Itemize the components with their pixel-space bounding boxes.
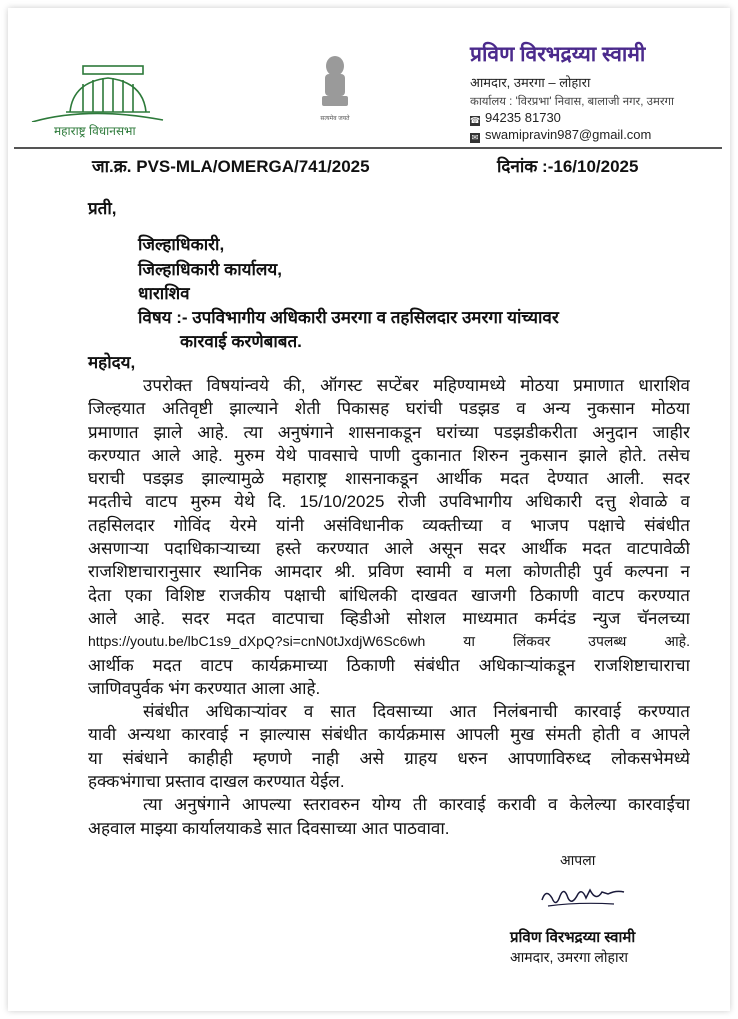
handwritten-signature-icon bbox=[538, 880, 628, 914]
body-line: आले आहे. सदर मदत वाटपाचा व्हिडीओ सोशल माध्यमात कर्मदंड न्युज चॅनलच्या bbox=[88, 608, 690, 628]
phone-icon: ☎ bbox=[470, 116, 480, 125]
body-line: तहसिलदार गोविंद येरमे यांनी असंविधानीक व्यक्तीच्या व भाजप पक्षाचे संबंधीत bbox=[88, 515, 690, 535]
sender-designation: आमदार, उमरगा – लोहारा bbox=[470, 75, 591, 90]
body-line: संबंधीत अधिकाऱ्यांवर व सात दिवसाच्या आत निलंबनाची कारवाई करण्यात bbox=[143, 702, 690, 722]
mail-icon: ✉ bbox=[471, 133, 479, 142]
emblem-motto: सत्यमेव जयते bbox=[320, 116, 350, 122]
addressee-line: जिल्हाधिकारी कार्यालय, bbox=[138, 260, 283, 279]
addressee-line: धाराशिव bbox=[138, 284, 190, 303]
body-line: मदतीचे वाटप मुरुम येथे दि. 15/10/2025 रोजी उपविभागीय अधिकारी दत्तु शेवाळे व bbox=[88, 492, 690, 512]
body-line: घराची पडझड झाल्यामुळे महाराष्ट्र शासनाकडून आर्थीक मदत देण्यात आली. सदर bbox=[88, 469, 690, 489]
body-line: अहवाल माझ्या कार्यालयाकडे सात दिवसाच्या आत पाठवावा. bbox=[88, 818, 450, 838]
header-divider bbox=[14, 147, 722, 149]
national-emblem bbox=[312, 52, 358, 122]
subject-line-cont: कारवाई करणेबाबत. bbox=[180, 332, 302, 351]
signatory-title: आमदार, उमरगा लोहारा bbox=[510, 949, 628, 965]
subject-line: विषय :- उपविभागीय अधिकारी उमरगा व तहसिलदार उमरगा यांच्यावर bbox=[138, 308, 559, 327]
signatory-name: प्रविण विरभद्रय्या स्वामी bbox=[510, 929, 636, 946]
phone-number: 94235 81730 bbox=[485, 110, 561, 125]
body-line: उपरोक्त विषयांन्वये की, ऑगस्ट सप्टेंबर महिण्यामध्ये मोठया प्रमाणात धाराशिव bbox=[143, 376, 690, 395]
signature-image bbox=[538, 880, 628, 914]
body-line: जाणिवपुर्वक भंग करण्यात आला आहे. bbox=[88, 678, 321, 698]
sender-office: कार्यालय : 'विरप्रभा' निवास, बालाजी नगर, उमरगा bbox=[470, 96, 674, 108]
sender-phone bbox=[470, 110, 561, 126]
vidhan-bhavan-icon bbox=[28, 62, 168, 122]
ashoka-emblem-icon bbox=[312, 52, 358, 112]
body-line: त्या अनुषंगाने आपल्या स्तरावरुन योग्य ती कारवाई करावी व केलेल्या कारवाईचा bbox=[143, 795, 690, 815]
body-line: जिल्हयात अतिवृष्टी झाल्याने शेती पिकासह घरांची पडझड व अन्य नुकसान मोठया bbox=[88, 399, 690, 419]
body-line: यावी अन्यथा कारवाई न झाल्यास संबंधीत कार्यक्रमास आपली मुख संमती होती व आपले bbox=[88, 725, 690, 745]
sender-email bbox=[470, 127, 651, 143]
body-line-link: https://youtu.be/lbC1s9_dXpQ?si=cnN0tJxdjW6Sc6wh या लिंकवर उपलब्ध आहे. bbox=[88, 633, 690, 650]
salutation: महोदय, bbox=[88, 353, 136, 372]
body-line: करण्यात आले आहे. मुरुम येथे पावसाचे पाणी दुकानात शिरुन नुकसान झाले होते. तसेच bbox=[88, 445, 690, 465]
sender-name: प्रविण विरभद्रय्या स्वामी bbox=[470, 43, 646, 66]
body-line: असणाऱ्या पदाधिकाऱ्याच्या हस्ते करण्यात आले असून सदर आर्थीक मदत वाटपावेळी bbox=[88, 539, 690, 559]
vidhan-sabha-logo bbox=[28, 62, 168, 147]
prati-label: प्रती, bbox=[88, 199, 117, 218]
body-line: देता एका विशिष्ट राजकीय पक्षाची बांधिलकी दाखवत खाजगी ठिकाणी वाटप करण्यात bbox=[88, 585, 690, 605]
letter-body bbox=[88, 374, 690, 840]
body-line: राजशिष्टाचारानुसार स्थानिक आमदार श्री. प्रविण स्वामी व मला कोणतीही पुर्व कल्पना न bbox=[88, 562, 690, 582]
email-address: swamipravin987@gmail.com bbox=[485, 127, 652, 142]
logo-caption: महाराष्ट्र विधानसभा bbox=[54, 124, 136, 138]
body-line: हक्कभंगाचा प्रस्ताव दाखल करण्यात येईल. bbox=[88, 772, 345, 792]
letter-date: दिनांक :-16/10/2025 bbox=[497, 157, 639, 176]
reference-number: जा.क्र. PVS-MLA/OMERGA/741/2025 bbox=[92, 157, 370, 176]
body-line: आर्थीक मदत वाटप कार्यक्रमाच्या ठिकाणी संबंधीत अधिकाऱ्यांकडून राजशिष्टाचाराचा bbox=[88, 655, 690, 675]
addressee-line: जिल्हाधिकारी, bbox=[138, 235, 225, 254]
body-line: प्रमाणात झाले आहे. त्या अनुषंगाने शासनाकडून घरांच्या पडझडीकरीता अनुदान जाहीर bbox=[88, 422, 690, 442]
body-line: या संबंधाने काहीही म्हणणे नाही असे ग्राहय धरुन आपणाविरुध्द लोकसभेमध्ये bbox=[88, 748, 690, 768]
closing: आपला bbox=[560, 852, 596, 868]
